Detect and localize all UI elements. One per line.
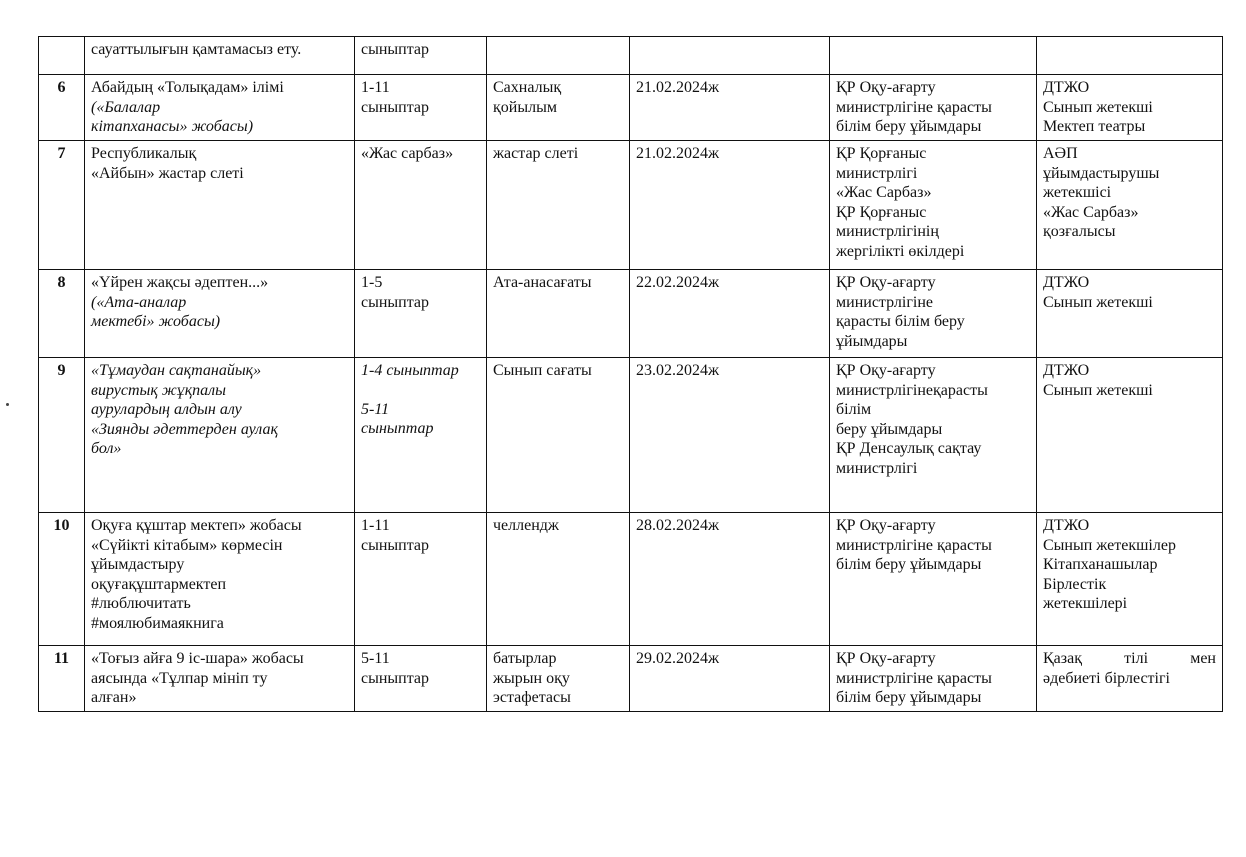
cell-word: тілі (1124, 650, 1149, 667)
participants-cell (355, 141, 487, 270)
table-row (39, 75, 1223, 141)
form-cell (487, 75, 630, 141)
event-cell (85, 513, 355, 646)
cell-line: Мектеп театры (1043, 118, 1146, 135)
responsible-cell (1037, 75, 1223, 141)
responsible-cell (1037, 37, 1223, 75)
cell-line: 5-11 (361, 400, 390, 418)
cell-line: эстафетасы (493, 689, 571, 706)
partners-cell (830, 646, 1037, 712)
cell-line: сауаттылығын қамтамасыз ету. (91, 41, 302, 58)
cell-line: бол» (91, 440, 122, 457)
date-cell: 28.02.2024ж (630, 513, 830, 646)
cell-line: ҚР Денсаулық сақтау (836, 440, 982, 457)
row-number: 9 (39, 358, 85, 513)
table-row (39, 358, 1223, 513)
cell-line: батырлар (493, 650, 557, 667)
cell-line: Сынып сағаты (493, 362, 592, 379)
date-cell: 21.02.2024ж (630, 75, 830, 141)
cell-line: жергілікті өкілдері (836, 242, 965, 260)
cell-line: ұйымдары (836, 332, 908, 350)
cell-line: жетекшісі (1043, 184, 1112, 201)
event-cell (85, 270, 355, 358)
cell-line: Абайдың «Толықадам» ілімі (91, 79, 284, 96)
partners-cell (830, 75, 1037, 141)
cell-line: «Сүйікті кітабым» көрмесін (91, 536, 283, 554)
event-cell (85, 141, 355, 270)
cell-line: министрлігінің (836, 223, 939, 240)
cell-line: сыныптар (361, 420, 434, 437)
cell-line: білім (836, 401, 872, 418)
cell-word: Қазақ (1043, 650, 1082, 667)
table-row (39, 141, 1223, 270)
cell-line: («Ата-аналар (91, 293, 187, 311)
cell-line: қарасты білім беру (836, 313, 965, 330)
cell-line: «Жас Сарбаз» (1043, 203, 1139, 221)
partners-cell (830, 513, 1037, 646)
event-cell (85, 646, 355, 712)
table-row (39, 270, 1223, 358)
cell-line: 5-11 (361, 650, 390, 667)
cell-line: министрлігі (836, 459, 918, 477)
participants-cell (355, 270, 487, 358)
cell-line: «Зиянды әдеттерден аулақ (91, 420, 278, 438)
table-row (39, 37, 1223, 75)
cell-line: 1-11 (361, 517, 390, 534)
row-number: 11 (39, 646, 85, 712)
event-cell (85, 37, 355, 75)
responsible-cell (1037, 646, 1223, 712)
cell-line: Сахналық (493, 79, 562, 96)
event-cell (85, 75, 355, 141)
cell-line: кітапханасы» жобасы) (91, 118, 254, 135)
scan-speck (6, 403, 9, 406)
cell-line: Оқуға құштар мектеп» жобасы (91, 517, 302, 534)
form-cell (487, 358, 630, 513)
cell-line: АӘП (1043, 145, 1078, 162)
responsible-cell (1037, 358, 1223, 513)
cell-line: әдебиеті бірлестігі (1043, 669, 1170, 687)
cell-line: сыныптар (361, 98, 430, 116)
date-cell: 23.02.2024ж (630, 358, 830, 513)
cell-line: министрлігіне қарасты (836, 536, 992, 554)
cell-line: алған» (91, 689, 137, 706)
form-cell (487, 513, 630, 646)
cell-line: қозғалысы (1043, 223, 1116, 240)
cell-line: Бірлестік (1043, 575, 1107, 593)
cell-line: сыныптар (361, 41, 430, 58)
cell-line: министрлігі (836, 164, 918, 182)
cell-line: 1-4 сыныптар (361, 362, 459, 379)
cell-line: білім беру ұйымдары (836, 118, 982, 135)
cell-line: ДТЖО (1043, 517, 1090, 534)
cell-line: аурулардың алдын алу (91, 401, 242, 418)
cell-line: қойылым (493, 98, 557, 116)
cell-line: ДТЖО (1043, 274, 1090, 291)
cell-line: Ата-анасағаты (493, 274, 592, 291)
date-cell: 22.02.2024ж (630, 270, 830, 358)
cell-line: беру ұйымдары (836, 420, 943, 438)
cell-line: #моялюбимаякнига (91, 614, 224, 632)
partners-cell (830, 270, 1037, 358)
cell-line: «Тоғыз айға 9 іс-шара» жобасы (91, 650, 304, 667)
cell-line: жастар слеті (493, 145, 579, 162)
cell-line: «Айбын» жастар слеті (91, 164, 244, 182)
cell-line: жетекшілері (1043, 595, 1128, 612)
partners-cell (830, 358, 1037, 513)
row-number: 7 (39, 141, 85, 270)
cell-line: вирустық жұқпалы (91, 381, 226, 399)
form-cell (487, 37, 630, 75)
cell-line: «Үйрен жақсы әдептен...» (91, 274, 269, 291)
cell-word: мен (1190, 650, 1216, 667)
row-number: 6 (39, 75, 85, 141)
form-cell (487, 270, 630, 358)
cell-line: ҚР Қорғаныс (836, 145, 927, 162)
responsible-cell (1037, 141, 1223, 270)
table-row (39, 646, 1223, 712)
date-cell: 29.02.2024ж (630, 646, 830, 712)
cell-line: сыныптар (361, 293, 430, 311)
cell-line: министрлігінеқарасты (836, 381, 988, 399)
cell-line: ҚР Оқу-ағарту (836, 79, 936, 96)
cell-line: ұйымдастыру (91, 556, 185, 573)
cell-line: білім беру ұйымдары (836, 556, 982, 573)
date-cell (630, 37, 830, 75)
cell-line: #люблючитать (91, 595, 191, 612)
cell-line: Республикалық (91, 145, 197, 162)
cell-line: 1-5 (361, 274, 383, 291)
cell-line: сыныптар (361, 536, 430, 554)
cell-line: 1-11 (361, 79, 390, 96)
responsible-cell (1037, 270, 1223, 358)
date-cell: 21.02.2024ж (630, 141, 830, 270)
events-plan-table (38, 36, 1223, 712)
responsible-cell (1037, 513, 1223, 646)
justified-line (1043, 649, 1216, 669)
row-number: 10 (39, 513, 85, 646)
cell-line: Сынып жетекшілер (1043, 536, 1176, 554)
participants-cell (355, 358, 487, 513)
cell-line: мектебі» жобасы) (91, 313, 221, 330)
partners-cell (830, 37, 1037, 75)
participants-cell (355, 646, 487, 712)
cell-line: Сынып жетекші (1043, 98, 1153, 116)
line-gap (361, 381, 480, 400)
cell-line: челлендж (493, 517, 559, 534)
row-number (39, 37, 85, 75)
cell-line: жырын оқу (493, 669, 570, 687)
participants-cell (355, 75, 487, 141)
event-cell (85, 358, 355, 513)
cell-line: сыныптар (361, 669, 430, 687)
cell-line: ҚР Оқу-ағарту (836, 362, 936, 379)
cell-line: министрлігіне қарасты (836, 669, 992, 687)
cell-line: ұйымдастырушы (1043, 164, 1160, 182)
cell-line: Сынып жетекші (1043, 293, 1153, 311)
cell-line: ДТЖО (1043, 79, 1090, 96)
row-number: 8 (39, 270, 85, 358)
cell-line: оқуғақұштармектеп (91, 575, 227, 593)
cell-line: Кітапханашылар (1043, 556, 1158, 573)
cell-line: министрлігіне қарасты (836, 98, 992, 116)
participants-cell (355, 513, 487, 646)
cell-line: ҚР Оқу-ағарту (836, 274, 936, 291)
table-row (39, 513, 1223, 646)
participants-cell (355, 37, 487, 75)
form-cell (487, 646, 630, 712)
cell-line: Сынып жетекші (1043, 381, 1153, 399)
cell-line: ҚР Оқу-ағарту (836, 517, 936, 534)
cell-line: («Балалар (91, 98, 161, 116)
cell-line: білім беру ұйымдары (836, 689, 982, 706)
form-cell (487, 141, 630, 270)
cell-line: аясында «Тұлпар мініп ту (91, 669, 268, 687)
cell-line: ҚР Оқу-ағарту (836, 650, 936, 667)
cell-line: «Жас сарбаз» (361, 145, 454, 162)
cell-line: министрлігіне (836, 293, 933, 311)
cell-line: ҚР Қорғаныс (836, 203, 927, 221)
cell-line: «Жас Сарбаз» (836, 184, 932, 201)
partners-cell (830, 141, 1037, 270)
cell-line: «Тұмаудан сақтанайық» (91, 362, 262, 379)
cell-line: ДТЖО (1043, 362, 1090, 379)
